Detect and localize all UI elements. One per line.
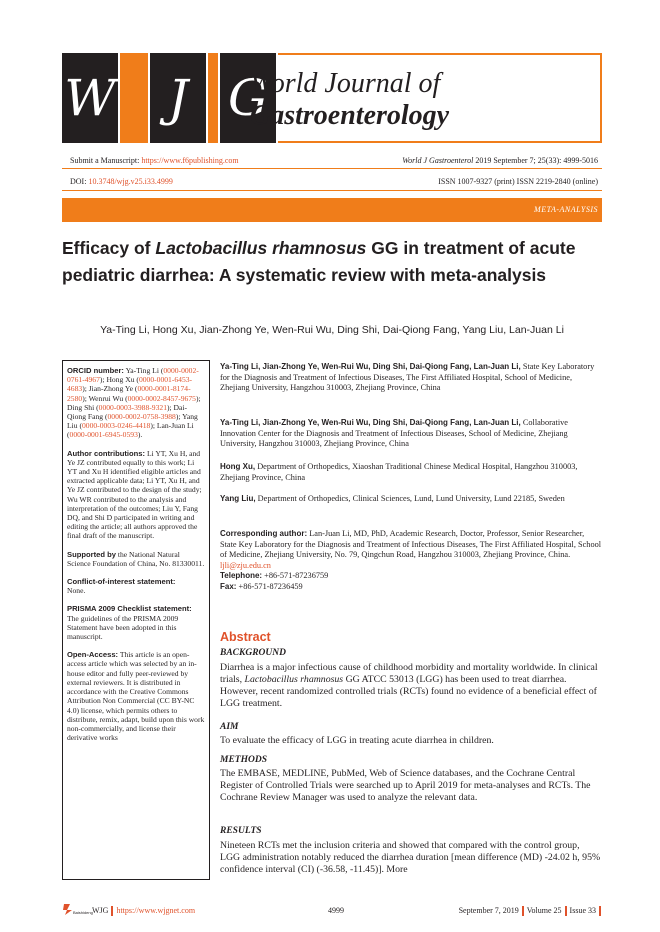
publisher-logo-icon <box>60 902 93 916</box>
abstract-heading: Abstract <box>220 630 271 644</box>
footer-right <box>459 906 604 916</box>
journal-name-line1: World Journal of <box>250 68 441 99</box>
submit-line <box>70 155 239 166</box>
journal-name <box>250 68 449 132</box>
orcid-text: ); Hong Xu ( <box>99 375 139 385</box>
section-text: Li YT, Xu H, and Ye JZ contributed equally to this work; Li YT and Xu H identified eligible articles and extracted applicable data; Li YT, Xu H, and Ye JZ contributed to the design of the study; Wu WR contributed to the analysis and interpretation of the outcomes; Liu Y, Fang DQ, and Shi D participated in writing and editing the article; all authors approved the final draft of the manuscript. <box>67 448 202 541</box>
doi-link[interactable]: 10.3748/wjg.v25.i33.4999 <box>88 177 173 186</box>
corresponding-author <box>220 529 602 593</box>
article-title <box>62 235 602 289</box>
footer-divider <box>599 906 601 916</box>
section-heading: Conflict-of-interest statement: <box>67 577 176 587</box>
affiliation <box>220 418 602 450</box>
fax-value: +86-571-87236459 <box>238 581 303 591</box>
results-text: Nineteen RCTs met the inclusion criteria and showed that compared with the control group, LGG administration notably reduced the diarrhea duration [mean difference (MD) -24.02 h, 95% confidence interval (CI) (-36.58, -11.45)]. More <box>220 840 601 875</box>
citation-journal: World J Gastroenterol <box>402 156 474 165</box>
affiliation-authors: Yang Liu, <box>220 494 256 503</box>
affiliation-text: State Key Laboratory for the Diagnosis and Treatment of Infectious Diseases, The First Affiliated Hospital, School of Medicine, Zhejiang University, Hangzhou 310003, Zhejiang Province, China <box>220 362 595 393</box>
affiliation-authors: Ya-Ting Li, Jian-Zhong Ye, Wen-Rui Wu, Ding Shi, Dai-Qiong Fang, Lan-Juan Li, <box>220 418 521 427</box>
orcid-text: Ya-Ting Li ( <box>125 366 164 375</box>
section-banner-label: META-ANALYSIS <box>534 205 598 214</box>
affiliation-text: Collaborative Innovation Center for the Diagnosis and Treatment of Infectious Diseases, School of Medicine, Zhejiang University, Hangzhou 310003, Zhejiang Province, China <box>220 418 568 449</box>
prisma-section <box>67 604 205 641</box>
orcid-link[interactable]: 0000-0001-8174-2580 <box>67 384 191 403</box>
title-text: pediatric diarrhea: A systematic review with meta-analysis <box>62 265 547 285</box>
orcid-text: ); Jian-Zhong Ye ( <box>82 384 138 394</box>
aim-heading: AIM <box>220 722 239 732</box>
logo-letter-g: G <box>220 53 278 143</box>
orcid-link[interactable]: 0000-0003-0246-4418 <box>81 421 151 431</box>
section-text: the National Natural Science Foundation of China, No. 81330011. <box>67 549 205 568</box>
orcid-text: ); Wenrui Wu ( <box>82 393 128 403</box>
page-number: 4999 <box>328 906 344 915</box>
submit-link[interactable]: https://www.f6publishing.com <box>141 156 239 165</box>
doi-label: DOI: <box>70 177 87 186</box>
header-rule <box>62 190 602 191</box>
orcid-link[interactable]: 0000-0002-0758-3988 <box>107 412 176 422</box>
footer-issue: Issue 33 <box>569 906 596 915</box>
results-heading: RESULTS <box>220 826 262 836</box>
orcid-link[interactable]: 0000-0001-6945-0593 <box>69 430 138 440</box>
orcid-text: ); Lan-Juan Li ( <box>67 421 194 440</box>
citation-details: 2019 September 7; 25(33): 4999-5016 <box>475 156 598 165</box>
footer-volume: Volume 25 <box>526 906 562 915</box>
section-text: None. <box>67 586 86 596</box>
open-access-section <box>67 650 205 742</box>
methods-text: The EMBASE, MEDLINE, PubMed, Web of Science databases, and the Cochrane Central Register of Controlled Trials were searched up to April 2019 for meta-analyses and RCTs. The Cochrane Review Manager was used to analyze the relevant data. <box>220 768 591 803</box>
orcid-link[interactable]: 0000-0002-0761-4967 <box>67 366 199 385</box>
logo-spacer <box>208 53 220 143</box>
background-text <box>220 662 602 710</box>
section-heading: ORCID number: <box>67 366 124 375</box>
logo-spacer <box>120 53 150 143</box>
abstract-species: Lactobacillus rhamnosus <box>244 673 344 685</box>
orcid-link[interactable]: 0000-0003-3988-9321 <box>98 402 167 412</box>
orcid-text: ). <box>137 430 143 440</box>
section-banner <box>62 198 602 222</box>
footer-date: September 7, 2019 <box>458 906 519 915</box>
section-heading: PRISMA 2009 Checklist statement: <box>67 604 192 614</box>
journal-name-line2: Gastroenterology <box>250 100 450 131</box>
telephone-label: Telephone: <box>220 571 263 581</box>
affiliation-authors: Ya-Ting Li, Jian-Zhong Ye, Wen-Rui Wu, Ding Shi, Dai-Qiong Fang, Lan-Juan Li, <box>220 362 521 371</box>
author-list: Ya-Ting Li, Hong Xu, Jian-Zhong Ye, Wen-Rui Wu, Ding Shi, Dai-Qiong Fang, Yang Liu, Lan-Juan Li <box>100 324 564 336</box>
section-text: This article is an open-access article which was selected by an in-house editor and fully peer-reviewed by external reviewers. It is distributed in accordance with the Creative Commons Attribution Non Commercial (CC BY-NC 4.0) license, which permits others to distribute, remix, adapt, build upon this work non-commercially, and license their derivative works <box>67 650 205 743</box>
aim-text: To evaluate the efficacy of LGG in treating acute diarrhea in children. <box>220 735 494 746</box>
abstract-text: Diarrhea is a major infectious cause of childhood morbidity and mortality worldwide. In clinical trials, <box>220 662 598 685</box>
background-heading: BACKGROUND <box>220 648 286 658</box>
title-text: GG in treatment of acute <box>366 238 576 258</box>
footer-left <box>92 906 195 916</box>
svg-text:Baishideng: Baishideng <box>73 910 93 915</box>
citation <box>402 155 598 166</box>
article-info-sidebar <box>62 360 210 880</box>
orcid-text: ); Ding Shi ( <box>67 393 201 412</box>
methods-heading: METHODS <box>220 755 267 765</box>
orcid-link[interactable]: 0000-0001-6453-4683 <box>67 375 193 394</box>
section-heading: Author contributions: <box>67 448 146 458</box>
header-rule <box>62 168 602 169</box>
footer-divider <box>522 906 524 916</box>
title-species: Lactobacillus rhamnosus <box>155 238 367 258</box>
corresponding-text: Lan-Juan Li, MD, PhD, Academic Research, Doctor, Professor, Senior Researcher, State Key Laboratory for the Diagnosis and Treatment of Infectious Diseases, The First Affiliated Hospital, School of Medicine, Zhejiang University, No. 79, Qingchun Road, Hangzhou 310003, Zhejiang Province, China. <box>220 529 602 560</box>
footer-divider <box>111 906 113 916</box>
abstract-text: GG ATCC 53013 (LGG) has been used to treat diarrhea. However, recent randomized controlled trials (RCTs) found no evidence of a beneficial effect of LGG treatment. <box>220 673 597 709</box>
logo-letter-j: J <box>150 53 208 143</box>
issn: ISSN 1007-9327 (print) ISSN 2219-2840 (online) <box>438 177 598 186</box>
submit-label: Submit a Manuscript: <box>70 156 140 165</box>
contributions-section <box>67 449 205 541</box>
corresponding-heading: Corresponding author: <box>220 529 308 538</box>
section-heading: Open-Access: <box>67 650 119 660</box>
affiliation <box>220 462 602 483</box>
section-heading: Supported by <box>67 549 116 559</box>
coi-section <box>67 577 205 595</box>
doi-line <box>70 176 173 187</box>
affiliation <box>220 494 602 505</box>
telephone-value: +86-571-87236759 <box>264 571 329 581</box>
affiliation-text: Department of Orthopedics, Clinical Sciences, Lund, Lund University, Lund 22185, Sweden <box>257 494 565 503</box>
footer-divider <box>565 906 567 916</box>
footer-journal: WJG <box>92 906 109 915</box>
orcid-text: ); Yang Liu ( <box>67 412 198 431</box>
affiliation <box>220 362 602 394</box>
orcid-text: ); Dai-Qiong Fang ( <box>67 402 188 422</box>
affiliation-authors: Hong Xu, <box>220 462 256 471</box>
orcid-link[interactable]: 0000-0002-8457-9675 <box>127 393 196 403</box>
title-text: Efficacy of <box>62 238 156 258</box>
corresponding-email-link[interactable]: ljli@zju.edu.cn <box>220 560 271 570</box>
section-text: The guidelines of the PRISMA 2009 Statement have been adopted in this manuscript. <box>67 613 179 642</box>
journal-logo <box>62 53 278 143</box>
footer-link[interactable]: https://www.wjgnet.com <box>116 906 196 915</box>
orcid-section <box>67 366 205 440</box>
affiliation-text: Department of Orthopedics, Xiaoshan Traditional Chinese Medical Hospital, Hangzhou 310003, Zhejiang Province, China <box>220 462 578 482</box>
funding-section <box>67 550 205 568</box>
fax-label: Fax: <box>220 581 237 591</box>
logo-letter-w: W <box>62 53 120 143</box>
